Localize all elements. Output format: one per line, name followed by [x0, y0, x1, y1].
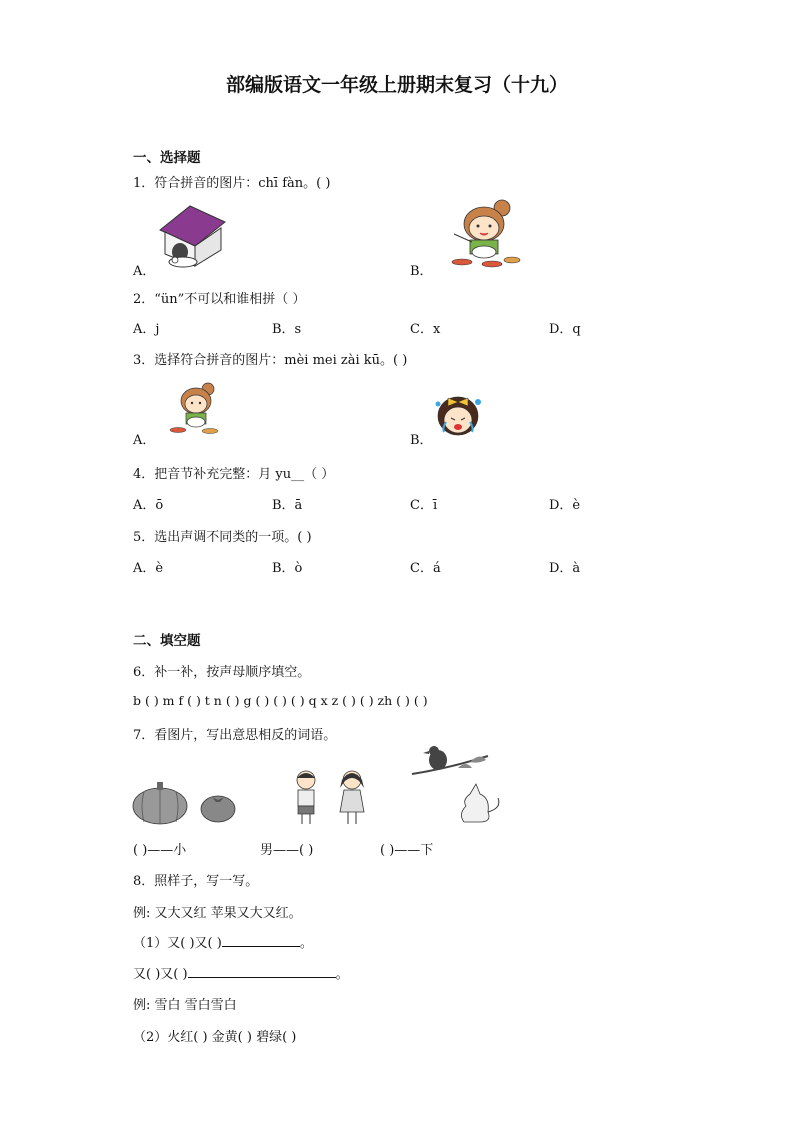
- q1-option-b[interactable]: B．: [410, 264, 433, 279]
- q2-option-a[interactable]: A．j: [133, 322, 160, 337]
- q4-option-a[interactable]: A．ō: [133, 498, 164, 513]
- q8-example-1: 例: 又大又红 苹果又大又红。: [133, 906, 302, 921]
- q8-line-2-period: 。: [335, 967, 349, 982]
- q8-example-2: 例: 雪白 雪白雪白: [133, 998, 237, 1013]
- q7-blank-up[interactable]: ( )——下: [380, 843, 434, 858]
- q8-line-1-text: （1）又( )又( ): [133, 936, 222, 951]
- question-1: 1．符合拼音的图片：chī fàn。( ): [133, 176, 331, 191]
- question-4: 4．把音节补充完整：月 yu__（ ）: [133, 467, 335, 482]
- q8-line-1-period: 。: [299, 936, 313, 951]
- q8-line-1-answer-blank[interactable]: [222, 934, 300, 947]
- q8-line-2-text: 又( )又( ): [133, 967, 188, 982]
- boy-and-girl-image: [290, 768, 370, 826]
- q5-option-d[interactable]: D．à: [549, 561, 581, 576]
- question-6: 6．补一补，按声母顺序填空。: [133, 665, 311, 680]
- q3-option-b[interactable]: B．: [410, 433, 433, 448]
- q8-line-1[interactable]: [133, 932, 313, 951]
- q2-option-b[interactable]: B．s: [272, 322, 302, 337]
- pumpkin-image: [130, 778, 190, 826]
- q7-blank-female[interactable]: 男——( ): [260, 843, 314, 858]
- girl-eating-image: [432, 196, 522, 271]
- q5-option-a[interactable]: A．è: [133, 561, 164, 576]
- crow-and-fox-image: [410, 742, 505, 826]
- question-7: 7．看图片，写出意思相反的词语。: [133, 728, 337, 743]
- q8-line-2[interactable]: [133, 963, 349, 982]
- q2-option-c[interactable]: C．x: [410, 322, 441, 337]
- q1-option-a[interactable]: A．: [133, 264, 156, 279]
- page-title: 部编版语文一年级上册期末复习（十九）: [225, 74, 568, 96]
- q4-option-c[interactable]: C．ī: [410, 498, 438, 513]
- q8-line-3[interactable]: （2）火红( ) 金黄( ) 碧绿( ): [133, 1030, 297, 1045]
- tomato-image: [198, 790, 238, 824]
- q4-option-d[interactable]: D．è: [549, 498, 581, 513]
- question-8: 8．照样子，写一写。: [133, 874, 259, 889]
- q8-line-2-answer-blank[interactable]: [188, 965, 336, 978]
- q7-blank-big[interactable]: ( )——小: [133, 843, 187, 858]
- question-5: 5．选出声调不同类的一项。( ): [133, 530, 312, 545]
- section-heading-fill: 二、填空题: [133, 633, 201, 649]
- q5-option-c[interactable]: C．á: [410, 561, 441, 576]
- q5-option-b[interactable]: B．ò: [272, 561, 303, 576]
- q4-option-b[interactable]: B．ā: [272, 498, 303, 513]
- q3-option-a[interactable]: A．: [133, 433, 156, 448]
- question-2: 2．“ün”不可以和谁相拼（ ）: [133, 292, 306, 307]
- q6-consonant-line[interactable]: b ( ) m f ( ) t n ( ) g ( ) ( ) ( ) q x z ( ) ( ) zh ( ) ( ): [133, 693, 428, 708]
- question-3: 3．选择符合拼音的图片：mèi mei zài kū。( ): [133, 353, 408, 368]
- doghouse-image: [155, 200, 230, 270]
- section-heading-choice: 一、选择题: [133, 150, 201, 166]
- girl-eating-small-image: [158, 380, 223, 438]
- q2-option-d[interactable]: D．q: [549, 322, 581, 337]
- crying-girl-image: [432, 392, 488, 440]
